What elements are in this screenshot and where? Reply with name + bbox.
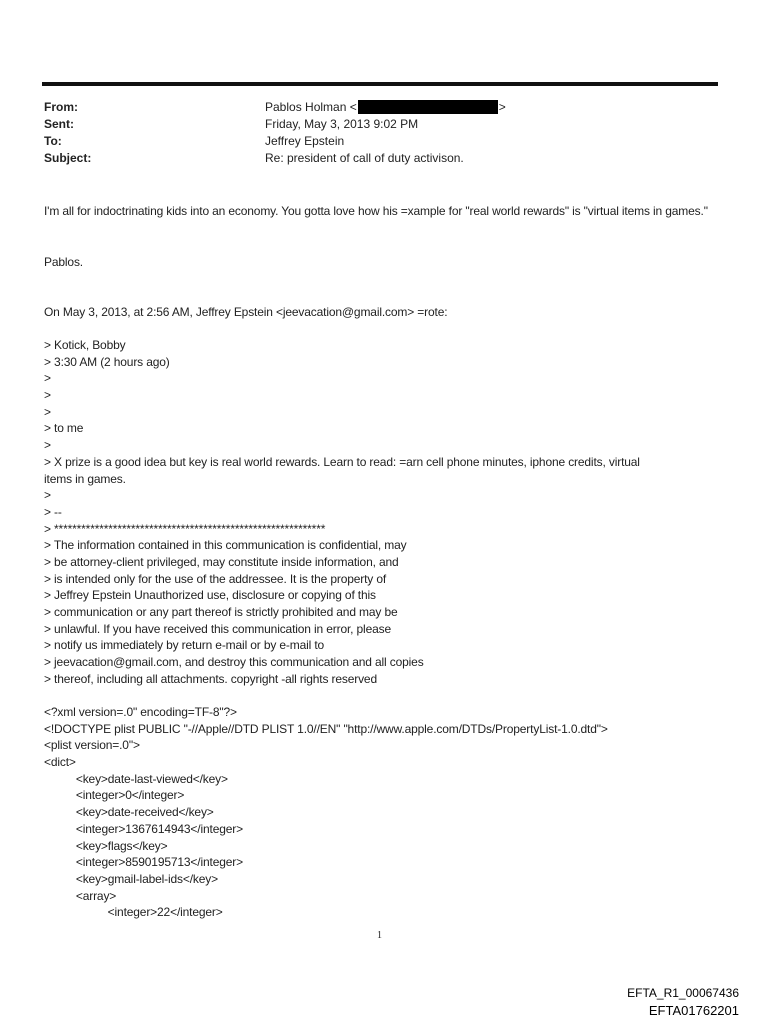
text-line: > Kotick, Bobby [44, 338, 126, 352]
text-line: > communication or any part thereof is strictly prohibited and may be [44, 605, 398, 619]
quote-intro: On May 3, 2013, at 2:56 AM, Jeffrey Epstein <jeevacation@gmail.com> =rote: [44, 305, 448, 319]
sent-value: Friday, May 3, 2013 9:02 PM [265, 117, 419, 131]
text-line: <integer>22</integer> [44, 905, 223, 920]
text-line: items in games. [44, 471, 126, 486]
text-line: <key>gmail-label-ids</key> [44, 871, 219, 886]
from-value: Pablos Holman < > [265, 100, 506, 114]
text-line: <!DOCTYPE plist PUBLIC "-//Apple//DTD PLIST 1.0//EN" "http://www.apple.com/DTDs/PropertyList-1.0.dtd"> [44, 721, 608, 736]
text-line: > [44, 404, 51, 419]
header-rule [42, 82, 718, 86]
plist-xml [44, 704, 608, 921]
text-line: <?xml version=.0" encoding=TF-8"?> [44, 705, 237, 719]
text-line: > X prize is a good idea but key is real world rewards. Learn to read: =arn cell phone minutes, iphone credits, virtual [44, 454, 640, 469]
text-line: > Jeffrey Epstein Unauthorized use, disclosure or copying of this [44, 588, 376, 603]
quoted-message [44, 337, 640, 687]
text-line: <integer>0</integer> [44, 788, 185, 803]
signature: Pablos. [44, 255, 83, 269]
text-line: > is intended only for the use of the addressee. It is the property of [44, 571, 387, 586]
bates-number-1: EFTA_R1_00067436 [627, 986, 739, 1000]
text-line: > 3:30 AM (2 hours ago) [44, 354, 170, 369]
text-line: > [44, 371, 51, 386]
text-line: > [44, 438, 51, 453]
text-line: <key>date-last-viewed</key> [44, 771, 228, 786]
text-line: > [44, 488, 51, 503]
text-line: <array> [44, 888, 117, 903]
text-line: > The information contained in this communication is confidential, may [44, 538, 407, 553]
text-line: <plist version=.0"> [44, 738, 140, 753]
from-name: Pablos Holman [265, 100, 347, 114]
to-value: Jeffrey Epstein [265, 134, 345, 148]
text-line: > be attorney-client privileged, may constitute inside information, and [44, 554, 399, 569]
text-line: > notify us immediately by return e-mail or by e-mail to [44, 638, 325, 653]
sent-label: Sent: [44, 117, 74, 131]
subject-value: Re: president of call of duty activison. [265, 151, 464, 165]
page-number: 1 [377, 930, 382, 941]
text-line: > jeevacation@gmail.com, and destroy this communication and all copies [44, 655, 424, 670]
text-line: > -- [44, 504, 62, 519]
text-line: > ************************************************************ [44, 521, 326, 536]
to-label: To: [44, 134, 62, 148]
text-line: > thereof, including all attachments. copyright -all rights reserved [44, 671, 377, 686]
text-line: > unlawful. If you have received this communication in error, please [44, 621, 391, 636]
text-line: <key>date-received</key> [44, 805, 214, 820]
text-line: <integer>8590195713</integer> [44, 855, 243, 870]
bates-number-2: EFTA01762201 [648, 1003, 739, 1018]
text-line: > to me [44, 421, 84, 436]
redaction-box [358, 100, 498, 114]
text-line: <integer>1367614943</integer> [44, 821, 243, 836]
subject-label: Subject: [44, 151, 92, 165]
message-body: I'm all for indoctrinating kids into an economy. You gotta love how his =xample for "real world rewards" is "virtual items in games." [44, 204, 708, 218]
text-line: <key>flags</key> [44, 838, 168, 853]
text-line: <dict> [44, 755, 76, 770]
text-line: > [44, 388, 51, 403]
from-label: From: [44, 100, 78, 114]
